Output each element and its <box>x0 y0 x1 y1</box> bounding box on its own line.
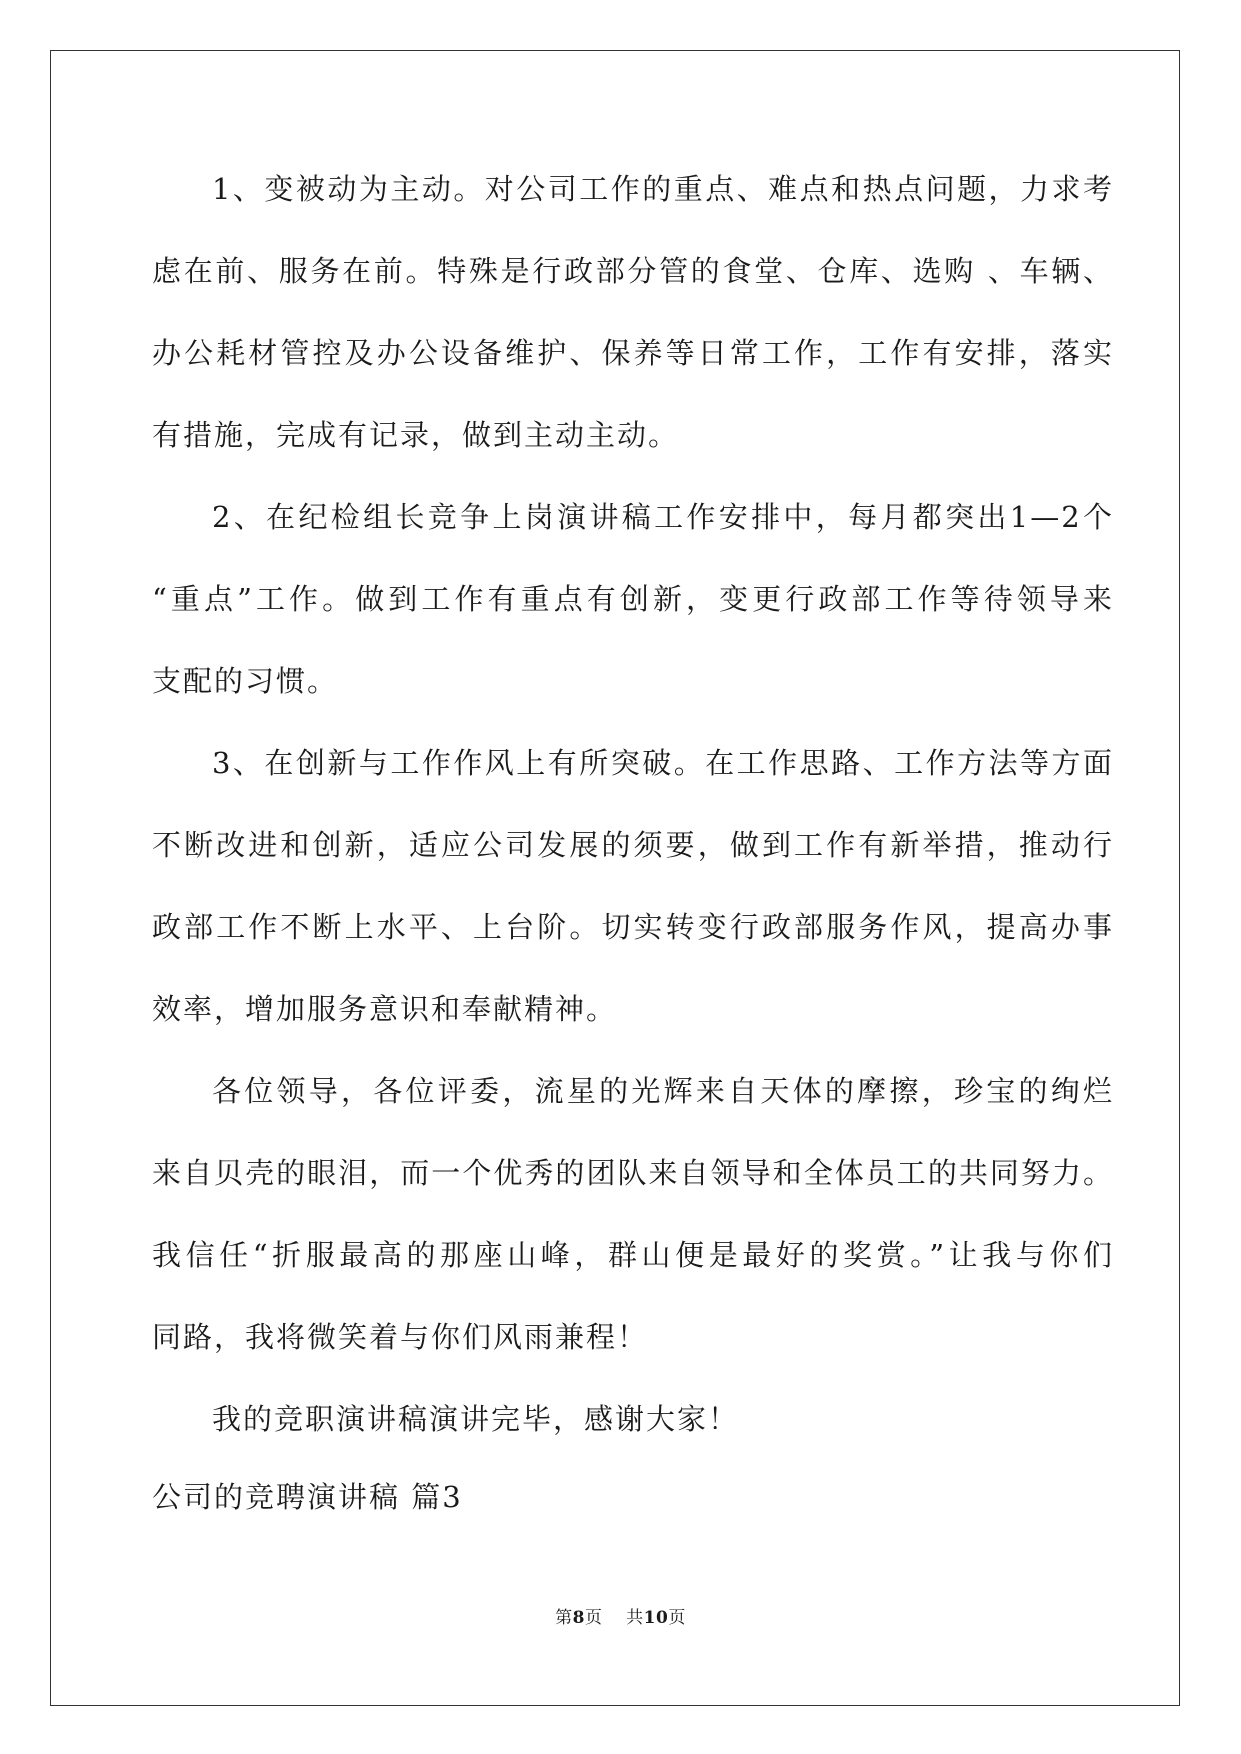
footer-page-number: 8 <box>572 1608 586 1628</box>
section-heading: 公司的竞聘演讲稿 篇3 <box>152 1480 463 1514</box>
paragraph-3-line-3: 政部工作不断上水平、上台阶。切实转变行政部服务作风，提高办事 <box>152 910 1114 944</box>
paragraph-4-line-3: 我信任“折服最高的那座山峰，群山便是最好的奖赏。”让我与你们 <box>152 1238 1114 1272</box>
footer-total-prefix: 共 <box>626 1608 644 1628</box>
paragraph-3-line-2: 不断改进和创新，适应公司发展的须要，做到工作有新举措，推动行 <box>152 828 1114 862</box>
paragraph-3-line-1: 3、在创新与工作作风上有所突破。在工作思路、工作方法等方面 <box>212 746 1114 780</box>
footer-total-pages: 10 <box>643 1608 669 1628</box>
paragraph-2-line-1: 2、在纪检组长竞争上岗演讲稿工作安排中，每月都突出1—2个 <box>212 500 1114 534</box>
paragraph-1-line-2: 虑在前、服务在前。特殊是行政部分管的食堂、仓库、选购 、车辆、 <box>152 254 1114 288</box>
paragraph-1-line-4: 有措施，完成有记录，做到主动主动。 <box>152 418 680 452</box>
footer-total-suffix: 页 <box>668 1608 686 1628</box>
paragraph-4-line-1: 各位领导，各位评委，流星的光辉来自天体的摩擦，珍宝的绚烂 <box>212 1074 1114 1108</box>
paragraph-4-line-4: 同路，我将微笑着与你们风雨兼程！ <box>152 1320 649 1354</box>
footer-page-suffix: 页 <box>585 1608 603 1628</box>
footer-page-prefix: 第 <box>555 1608 573 1628</box>
paragraph-1-line-3: 办公耗材管控及办公设备维护、保养等日常工作，工作有安排，落实 <box>152 336 1114 370</box>
page-footer <box>0 1606 1241 1630</box>
paragraph-1-line-1: 1、变被动为主动。对公司工作的重点、难点和热点问题，力求考 <box>212 172 1114 206</box>
paragraph-2-line-3: 支配的习惯。 <box>152 664 339 698</box>
paragraph-4-line-2: 来自贝壳的眼泪，而一个优秀的团队来自领导和全体员工的共同努力。 <box>152 1156 1114 1190</box>
paragraph-5-line-1: 我的竞职演讲稿演讲完毕，感谢大家！ <box>212 1402 740 1436</box>
paragraph-3-line-4: 效率，增加服务意识和奉献精神。 <box>152 992 618 1026</box>
paragraph-2-line-2: “重点”工作。做到工作有重点有创新，变更行政部工作等待领导来 <box>152 582 1114 616</box>
page-border <box>50 50 1180 1706</box>
